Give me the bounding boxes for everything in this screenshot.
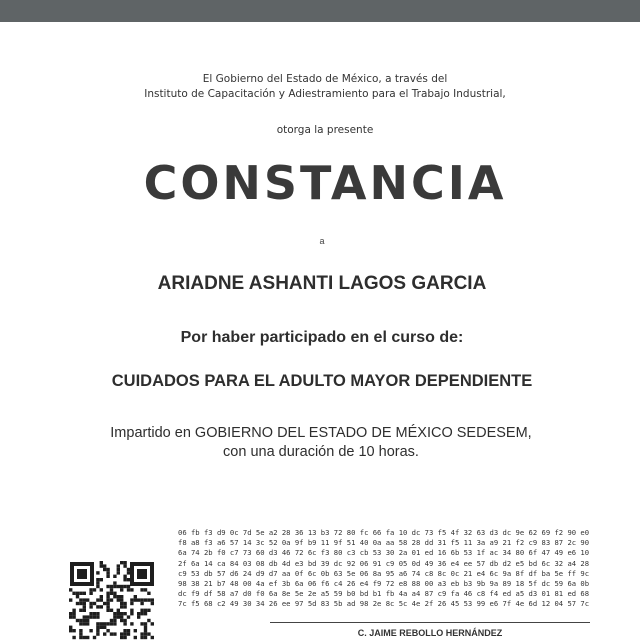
course-detail-line-2: con una duración de 10 horas. — [223, 444, 419, 460]
course-detail — [0, 424, 640, 462]
header-band — [0, 0, 640, 22]
issuer-text — [0, 72, 640, 102]
course-detail-line-1: Impartido en GOBIERNO DEL ESTADO DE MÉXICO SEDESEM, — [110, 425, 532, 441]
grants-text: otorga la presente — [276, 124, 374, 136]
verification-hash: 06 fb f3 d9 0c 7d 5e a2 28 36 13 b3 72 80 fc 66 fa 10 dc 73 f5 4f 32 63 d3 dc 9e 62 69 f2 90 e0 f8 a8 f3 a6 57 14 3c 52 0a 9f b9 11 9f 51 40 0a aa 58 28 dd 31 f5 11 3a a9 21 f2 c9 83 87 2c 90 6a 74 2b f0 c7 73 60 d3 46 72 6c f3 80 c3 cb 53 30 2a 01 ed 16 6b 53 1f ac 34 80 6f 47 49 e6 10 2f 6a 14 ca 84 03 08 db 4d e3 bd 39 dc 92 06 91 c9 05 0d 49 36 e4 ee 57 db d2 e5 bd 6c 32 a4 28 c9 53 db 57 d6 24 d9 d7 aa 0f 6c 0b 63 5e 06 8a 95 a6 74 c8 8c 0c 21 e4 6c 9a 8f df ba 5e ff 9c 98 38 21 b7 48 00 4a ef 3b 6a 06 f6 c4 26 e4 f9 72 e8 88 00 a3 eb b3 9b 9a 89 18 5f dc 59 6a 0b dc f9 df 58 a7 d0 f0 6a 8e 5e 2e a5 59 b0 bd b1 fb 4a a4 87 c9 fa 46 c8 f4 ed a5 d3 01 81 ed 68 7c f5 68 c2 49 30 34 26 ee 97 5d 83 5b ad 98 2e 8c 5c 4e 2f 26 45 53 99 e6 7f 4e 6d 12 04 57 7c — [178, 528, 590, 609]
course-intro: Por haber participado en el curso de: — [180, 329, 464, 346]
issuer-line-1: El Gobierno del Estado de México, a través del — [202, 73, 448, 85]
issuer-line-2: Instituto de Capacitación y Adiestramiento para el Trabajo Industrial, — [144, 88, 506, 100]
recipient-name: ARIADNE ASHANTI LAGOS GARCIA — [157, 273, 487, 294]
signer-name: C. JAIME REBOLLO HERNÁNDEZ — [357, 628, 503, 638]
document-title: CONSTANCIA — [143, 156, 507, 210]
course-name: CUIDADOS PARA EL ADULTO MAYOR DEPENDIENTE — [111, 372, 533, 390]
qr-code-icon — [68, 560, 156, 640]
signature-line — [270, 622, 590, 623]
to-word: a — [319, 236, 325, 246]
